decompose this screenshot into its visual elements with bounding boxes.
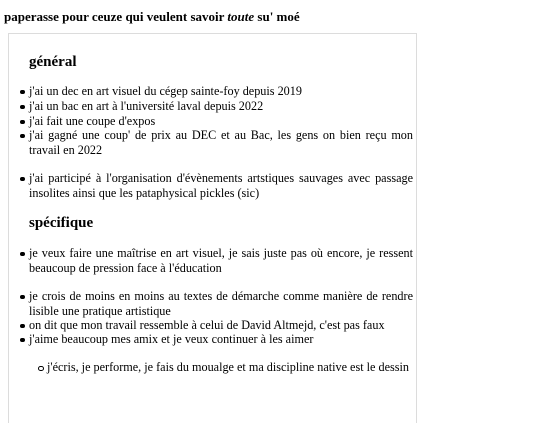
section-heading-specifique: spécifique: [29, 215, 94, 231]
page-title-text-end: su' moé: [257, 9, 300, 24]
list-item: j'ai participé à l'organisation d'évènements artstiques sauvages avec passage insolites ainsi que les pataphysical pickles (sic): [29, 171, 413, 200]
list-item: j'ai un bac en art à l'université laval depuis 2022: [29, 99, 413, 114]
section-heading-general: général: [29, 54, 77, 70]
page-title-emphasis: toute: [227, 9, 255, 24]
list-item: je veux faire une maîtrise en art visuel, je sais juste pas où encore, je ressent beaucoup de pression face à l'éducation: [29, 246, 413, 275]
list-item: j'aime beaucoup mes amix et je veux continuer à les aimer: [29, 332, 413, 347]
list-item: je crois de moins en moins au textes de démarche comme manière de rendre lisible une pratique artistique: [29, 289, 413, 318]
page-title: [4, 9, 300, 25]
list-item: j'ai gagné une coup' de prix au DEC et au Bac, les gens on bien reçu mon travail en 2022: [29, 128, 413, 157]
page-title-text: paperasse pour ceuze qui veulent savoir: [4, 9, 225, 24]
sub-list-item: j'écris, je performe, je fais du moualge et ma discipline native est le dessin: [47, 360, 413, 375]
list-item: on dit que mon travail ressemble à celui de David Altmejd, c'est pas faux: [29, 318, 413, 333]
list-item: j'ai un dec en art visuel du cégep sainte-foy depuis 2019: [29, 84, 413, 99]
list-item: j'ai fait une coupe d'expos: [29, 114, 413, 129]
